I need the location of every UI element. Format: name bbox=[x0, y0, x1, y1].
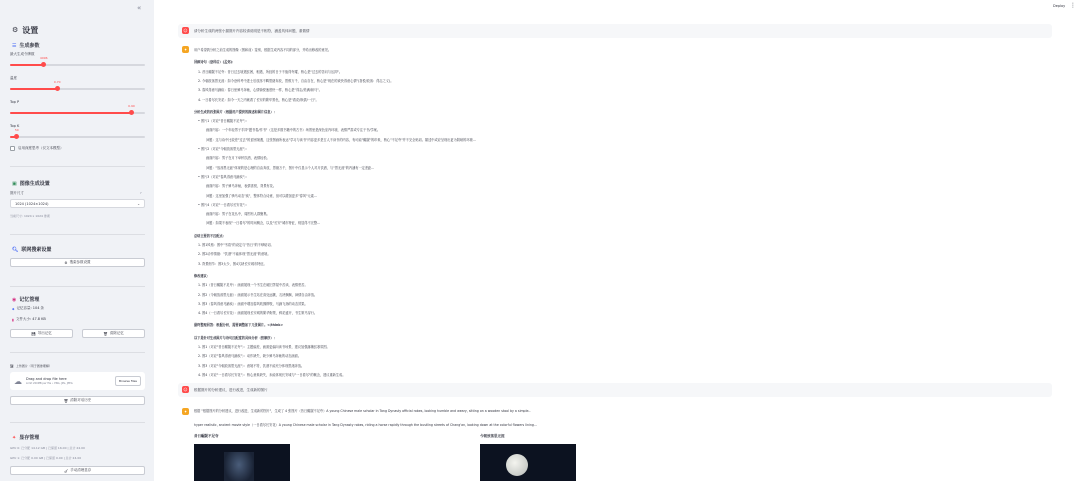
image-gen-heading: ▣ 图像生成设置 bbox=[12, 180, 50, 187]
assistant-line: 2. 今朝放荡思无涯：如今登科考中进士后放荡不羁思绪奔放，思维万千，自由自在，核心是"现在的欢快得意心情"(喜悦/放荡：得志之义)。 bbox=[198, 78, 394, 83]
chart-icon: ▮ bbox=[12, 317, 14, 322]
temperature-fill bbox=[10, 88, 57, 90]
max-tokens-label: 最大生成令牌数 bbox=[10, 52, 35, 56]
assistant-line: 3. 春风得意马蹄疾：春日里骑马奔驰，心情愉悦速度快一样，核心是"得志/美满/纵马"。 bbox=[198, 88, 322, 93]
user-message bbox=[178, 24, 1052, 38]
divider bbox=[10, 352, 145, 353]
file-dropzone[interactable] bbox=[10, 372, 145, 390]
assistant-line: 用户希望我分析之前生成的图像（图和前）鉴别，根据生成内容不同的部分，并给出修改的意见。 bbox=[194, 48, 332, 52]
assistant-line: • 图片1（对应"昔日龌龊不足夸"）： bbox=[198, 119, 249, 124]
assistant-line: 总结主要的不匹配点： bbox=[194, 233, 226, 238]
chevron-down-icon: ⌄ bbox=[137, 201, 140, 206]
assistant-line: 问题：这里加强了骑马动态"疾"，整体符合诗意，但可以增加更多"春风"元素... bbox=[206, 193, 317, 198]
assistant-message bbox=[178, 41, 1052, 375]
assistant-line: • 图片3（对应"春风得意马蹄疾"）： bbox=[198, 174, 249, 179]
assistant-line: 2. 图2（对应"春风得意马蹄疾"）：动作缺失，缺少骑马奔驰的动态画面。 bbox=[198, 354, 302, 359]
image-title: 昔日龌龊不足夸 bbox=[194, 434, 219, 438]
gpu1-status: GPU 1: 已分配 0.00 GB | 已保留 0.00 | 总计 24.00 bbox=[10, 456, 82, 460]
top-k-value: 50 bbox=[14, 128, 19, 132]
main-menu-icon[interactable]: ⋮ bbox=[1070, 2, 1076, 9]
gen-params-heading: ☰ 生成参数 bbox=[12, 42, 40, 49]
collapse-sidebar-icon[interactable]: « bbox=[137, 4, 142, 12]
assistant-line: 修改建议： bbox=[194, 273, 210, 278]
broom-icon: 🧹︎ bbox=[63, 468, 69, 473]
sidebar-title: ⚙ 设置 bbox=[12, 26, 39, 35]
dropzone-text: Drag and drop file here bbox=[26, 377, 67, 381]
assistant-line: 问题："放荡思无涯"体现的是心理的自由奔放，思绪万千，图片中仅显示个人对月饮酒，与"思无涯"的内涵有一定差距... bbox=[206, 165, 375, 170]
assistant-line: 画面内容：一个年轻男子手持"题书卷/作书"（这是多数书籍中的古书）场景里是深色室内环境，表情严肃或专注于书/学案。 bbox=[206, 128, 381, 133]
assistant-line: • 图片4（对应"一日看尽长安花"）： bbox=[198, 202, 249, 207]
assistant-line: 分析生成的四张图片（根据用户提供的描述和图片信息）： bbox=[194, 109, 277, 114]
assistant-line: 1. 图1风格：图中"书卷"的设定与"昔日"的不够贴切。 bbox=[198, 243, 274, 247]
help-icon[interactable]: ? bbox=[140, 191, 142, 195]
clear-vram-button[interactable]: 🧹︎ 手动清理显存 bbox=[10, 466, 145, 475]
top-k-slider[interactable] bbox=[10, 128, 145, 138]
memory-heading: ◉ 记忆管理 bbox=[12, 296, 40, 303]
generated-image-scholar[interactable] bbox=[194, 444, 290, 481]
max-tokens-value: 4096 bbox=[39, 56, 48, 60]
browse-files-button[interactable]: Browse files bbox=[115, 376, 141, 386]
image-size-hint: 当前尺寸: 1024 x 1024 像素 bbox=[10, 214, 50, 218]
assistant-line: 画面内容：男子在月下举杯饮酒，表情轻松。 bbox=[206, 156, 270, 161]
assistant-line: 4. 图4（一日看尽长安花）：画面展现长安城的繁华街景，鲜花盛开，书生策马穿行。 bbox=[198, 311, 318, 316]
image-title: 今朝放荡思无涯 bbox=[480, 434, 505, 438]
temperature-label: 温度 bbox=[10, 76, 17, 80]
dropzone-limit: Limit 200MB per file • PNG, JPG, JPEG bbox=[26, 382, 73, 385]
scholar-figure bbox=[224, 452, 254, 481]
assistant-message-text: 根据 "根据图片的分析建议，进行改进，生成新的图片"，生成了 4 张图片（昔日龌龊不足夸）A young Chinese male scholar in Tang Dynasty official robes, looking humble and weary, sitting on a wooden stool by a simple... bbox=[194, 409, 532, 413]
search-settings-button[interactable]: ⚙ 搜索参数设置 bbox=[10, 258, 145, 267]
memory-size: ▮ 文件大小: 47.8 KB bbox=[12, 317, 46, 322]
user-avatar-icon: ☺ bbox=[183, 28, 188, 33]
generated-image-moon[interactable] bbox=[480, 444, 576, 481]
brain-icon: ◉ bbox=[12, 296, 17, 303]
assistant-line: 问题：这与诗中比较差"过去"的贫困境遇，这张图画所表达"学习与读书"内容更多是古人不读书的内容，有可能"龌龊"的印象，核心"不足夸"并不完全贴切。描述中或应呈现出更为阴暗的环境... bbox=[206, 137, 476, 142]
assistant-line: 画面内容：男子骑马奔驰，表情喜悦，背景有花。 bbox=[206, 184, 277, 189]
top-k-knob[interactable] bbox=[14, 134, 19, 139]
wrench-icon: ✦ bbox=[12, 434, 17, 441]
assistant-line: 最终整理回答：根据分析，需要调整如下几张图片。</think> bbox=[194, 323, 284, 328]
memory-count: ⬥ 记忆容量: 104 条 bbox=[12, 306, 45, 311]
sidebar bbox=[0, 0, 154, 481]
clear-history-button[interactable]: 🗑︎ 清除对话历史 bbox=[10, 396, 145, 405]
divider bbox=[10, 234, 145, 235]
assistant-line: 回顾诗句（登科后）(孟郊)： bbox=[194, 60, 236, 65]
assistant-line: • 图片2（对应"今朝放荡思无涯"）： bbox=[198, 147, 249, 151]
user-message-text: 请分析生成的两张小猫图片内容较请说明是不相符，涵盖具体问题，重做情 bbox=[194, 29, 310, 33]
top-k-label: Top K bbox=[10, 124, 20, 128]
assistant-line: 1. 图1（昔日龌龊不足夸）：画面展现一个书生在破旧茅屋中苦读，表情愁苦。 bbox=[198, 283, 308, 288]
top-p-fill bbox=[10, 112, 132, 114]
deep-think-checkbox-row[interactable]: 启用深度思考（仅文本模型） bbox=[10, 146, 64, 151]
top-p-slider[interactable] bbox=[10, 104, 145, 114]
image-size-label: 图片尺寸 bbox=[10, 191, 24, 195]
assistant-line: 3. 图3（对应"今朝放荡思无涯"）：意境不符，饮酒不能充分体现思绪奔放。 bbox=[198, 363, 305, 368]
top-p-value: 0.90 bbox=[128, 104, 135, 108]
divider bbox=[10, 286, 145, 287]
user-message-text: 根据图片的分析建议，进行改进，生成新的图片 bbox=[194, 388, 268, 392]
divider bbox=[10, 166, 145, 167]
image-icon: ▣ bbox=[12, 180, 17, 187]
upload-label: 📷︎ 上传图片（用于图像理解） bbox=[10, 364, 52, 368]
assistant-line: 以下是针对生成图片与诗句匹配度的具体分析（按顺序）： bbox=[194, 335, 277, 340]
assistant-line: 2. 图2（今朝放荡思无涯）：画面展示书生站在高处远眺，衣袂飘飘，神情自由奔放。 bbox=[198, 292, 318, 297]
top-p-knob[interactable] bbox=[129, 110, 134, 115]
assistant-line: 3. 图3（春风得意马蹄疾）：画面中增加春风吹拂柳枝，马蹄飞扬的动态效果。 bbox=[198, 301, 308, 306]
gear-icon: ⚙ bbox=[12, 26, 19, 34]
search-icon: 🔍︎ bbox=[12, 246, 19, 253]
web-search-heading: 🔍︎ 联网搜索设置 bbox=[12, 246, 52, 253]
assistant-message bbox=[178, 400, 1052, 481]
temperature-slider[interactable] bbox=[10, 80, 145, 90]
assistant-avatar-icon: ✦ bbox=[183, 47, 188, 52]
assistant-line: 3. 背景细节：图3太少，图4欠缺长安城市特征。 bbox=[198, 261, 267, 266]
camera-icon: 📷︎ bbox=[10, 364, 14, 368]
user-avatar-icon: ☺ bbox=[183, 387, 188, 392]
user-message bbox=[178, 383, 1052, 397]
trash-icon: 🗑︎ bbox=[103, 331, 108, 336]
assistant-message-text: hyper realistic, ancient movie style（一日看尽长安花）A young Chinese male scholar in Tang Dynasty robes, riding a horse rapidly through the bustling streets of Chang'an, looking down at the colorful flowers lining... bbox=[194, 423, 537, 427]
deep-think-checkbox[interactable] bbox=[10, 146, 15, 151]
max-tokens-knob[interactable] bbox=[41, 62, 46, 67]
image-size-select[interactable]: 1024 (1024×1024) ⌄ bbox=[10, 199, 145, 208]
assistant-line: 画面内容：男子在花丛中，周围有人群聚集。 bbox=[206, 212, 270, 217]
assistant-line: 4. 一日看尽长安花：如今一天之内就看了长安的繁华景色，核心是"看花/纵情/一日"。 bbox=[198, 97, 319, 102]
gpu0-status: GPU 0: 已分配 14.12 GB | 已保留 16.00 | 总计 24.00 bbox=[10, 446, 85, 450]
gear-icon: ⚙ bbox=[64, 260, 68, 265]
trash-icon: 🗑︎ bbox=[63, 398, 69, 403]
assistant-avatar-icon: ✦ bbox=[183, 409, 188, 414]
upload-cloud-icon: ☁ bbox=[14, 376, 22, 386]
assistant-line: 1. 昔日龌龊不足夸：昔日过去境遇贫困，相遇，所经的日子不值得夸耀，核心是"过去的苦闷与压抑"。 bbox=[198, 69, 343, 74]
max-tokens-slider[interactable] bbox=[10, 56, 145, 66]
temperature-knob[interactable] bbox=[55, 86, 60, 91]
save-icon: 💾︎ bbox=[31, 331, 36, 336]
assistant-line: 2. 图2动作情绪："饮酒"不能体现"思无涯"的意境。 bbox=[198, 252, 271, 257]
assistant-line: 1. 图1（对应"昔日龌龊不足夸"）：主题偏差，画面更偏向读书场景，建议加强落魄贫寒氛围。 bbox=[198, 345, 330, 349]
top-p-label: Top P bbox=[10, 100, 20, 104]
max-tokens-fill bbox=[10, 64, 44, 66]
bars-icon: ☰ bbox=[12, 42, 17, 49]
pin-icon: ⬥ bbox=[12, 306, 15, 311]
vram-heading: ✦ 显存管理 bbox=[12, 434, 40, 441]
export-memory-button[interactable]: 💾︎ 导出记忆 bbox=[10, 329, 73, 338]
divider bbox=[10, 422, 145, 423]
clear-memory-button[interactable]: 🗑︎ 清除记忆 bbox=[82, 329, 145, 338]
assistant-line: 问题：如果不表现"一日看尽"的时间概念，以及"长安"城市特征，则显得不完整... bbox=[206, 221, 321, 226]
chat-area bbox=[178, 0, 1055, 481]
moon bbox=[506, 454, 528, 476]
temperature-value: 0.70 bbox=[53, 80, 61, 84]
deploy-button[interactable]: Deploy bbox=[1053, 4, 1066, 8]
assistant-line: 4. 图4（对应"一日看尽长安花"）：核心意象缺失，未能体现长安城与"一日看尽"的概念，建议重新生成。 bbox=[198, 372, 346, 377]
